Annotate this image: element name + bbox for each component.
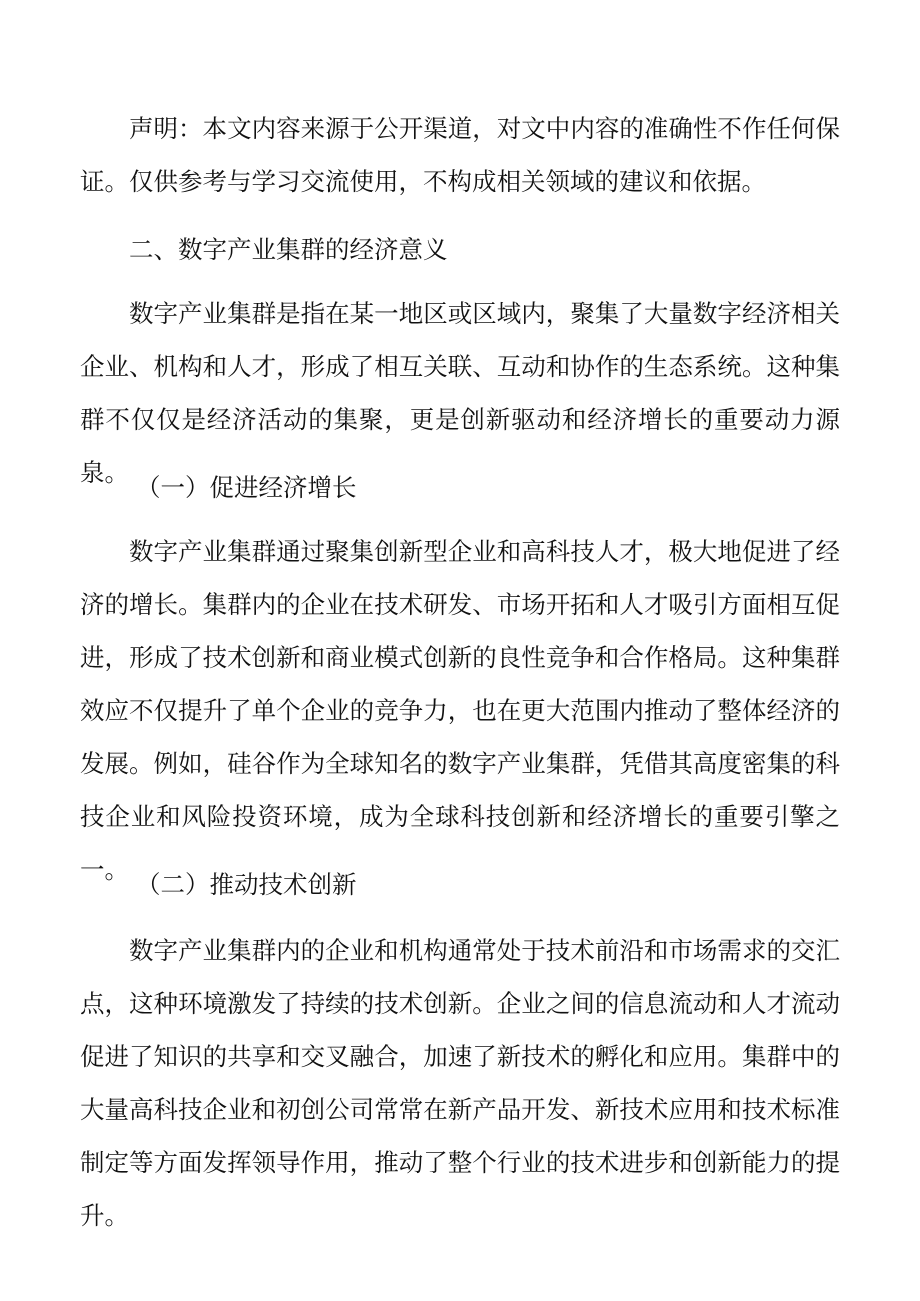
subsection-paragraph-economic-growth: 数字产业集群通过聚集创新型企业和高科技人才，极大地促进了经济的增长。集群内的企业在技术研发、市场开拓和人才吸引方面相互促进，形成了技术创新和商业模式创新的良性竞争和合作格局。这种集群效应不仅提升了单个企业的竞争力，也在更大范围内推动了整体经济的发展。例如，硅谷作为全球知名的数字产业集群，凭借其高度密集的科技企业和风险投资环境，成为全球科技创新和经济增长的重要引擎之一。 [80,537,840,884]
section-heading: 二、数字产业集群的经济意义 [129,235,448,264]
subsection-heading-economic-growth: （一）促进经济增长 [136,473,357,502]
intro-paragraph: 数字产业集群是指在某一地区或区域内，聚集了大量数字经济相关企业、机构和人才，形成了相互关联、互动和协作的生态系统。这种集群不仅仅是经济活动的集聚，更是创新驱动和经济增长的重要动力源泉。 [80,299,840,487]
disclaimer-paragraph: 声明：本文内容来源于公开渠道，对文中内容的准确性不作任何保证。仅供参考与学习交流使用，不构成相关领域的建议和依据。 [80,114,840,196]
subsection-paragraph-tech-innovation: 数字产业集群内的企业和机构通常处于技术前沿和市场需求的交汇点，这种环境激发了持续的技术创新。企业之间的信息流动和人才流动促进了知识的共享和交叉融合，加速了新技术的孵化和应用。集群中的大量高科技企业和初创公司常常在新产品开发、新技术应用和技术标准制定等方面发挥领导作用，推动了整个行业的技术进步和创新能力的提升。 [80,936,840,1230]
subsection-heading-tech-innovation: （二）推动技术创新 [136,870,357,899]
